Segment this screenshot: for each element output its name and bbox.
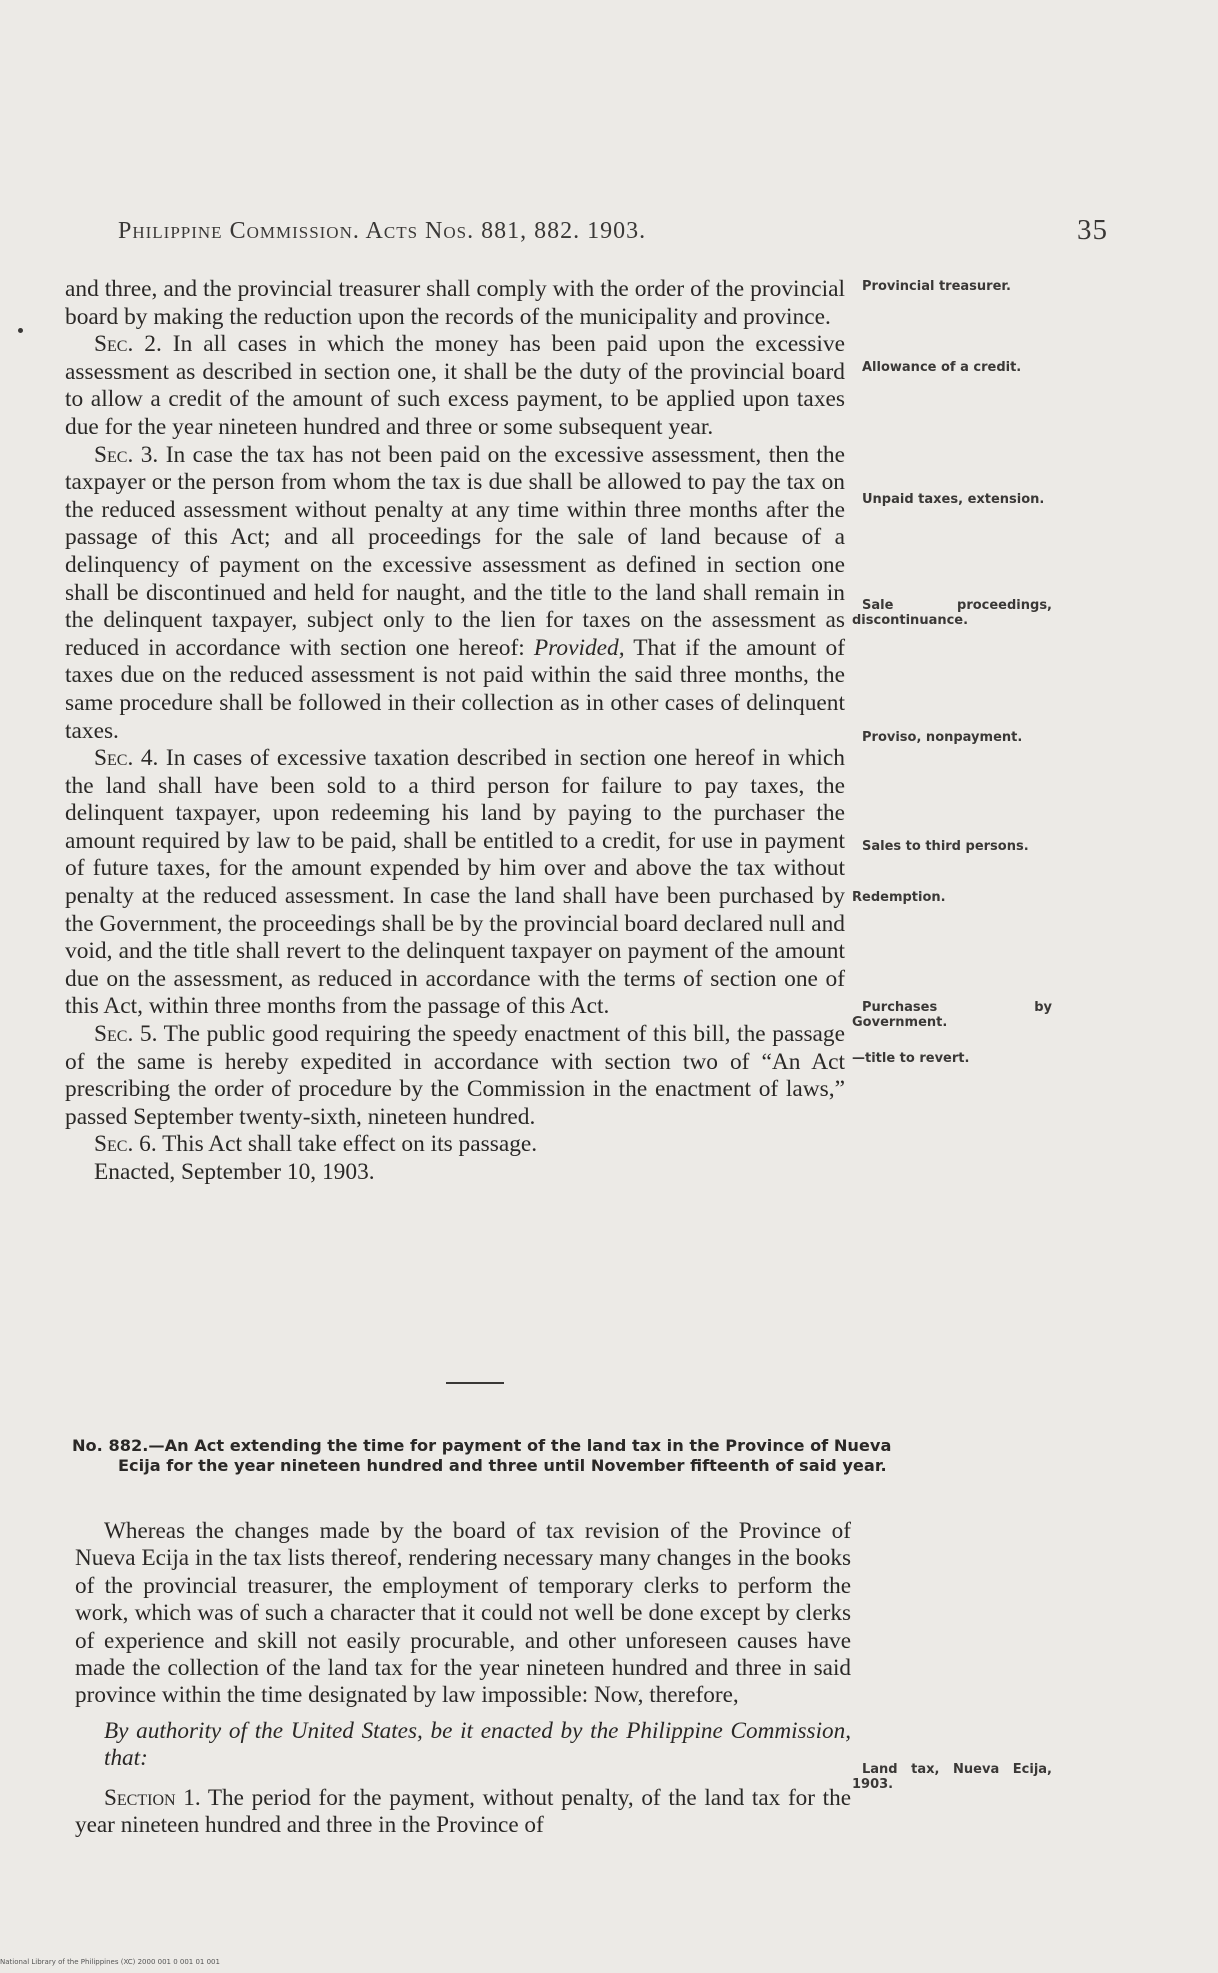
section-3-label: Sec. 3. [94, 441, 159, 468]
section-4-text: In cases of excessive taxation described in section one hereof in which the land shall have been sold to a third person for failure to pay taxes, the delinquent taxpayer, upon redeeming his land by paying to the purchaser the amount required by law to be paid, shall be entitled to a credit, for use in payment of future taxes, for the amount expended by him over and above the tax without penalty at the reduced assessment. In case the land shall have been purchased by the Government, the proceedings shall be by the provincial board declared null and void, and the title shall revert to the delinquent taxpayer on payment of the amount due on the assessment, as reduced in accordance with the terms of section one of this Act, within three months from the passage of this Act. [65, 745, 845, 1020]
section-2 [65, 331, 845, 441]
section-3-text-a: In case the tax has not been paid on the excessive assessment, then the taxpayer or the person from whom the tax is due shall be allowed to pay the tax on the reduced assessment without penalty at any time within three months after the passage of this Act; and all proceedings for the sale of land because of a delinquency of payment on the excessive assessment as defined in section one shall be discontinued and held for naught, and the title to the land shall remain in the delinquent taxpayer, subject only to the lien for taxes on the assessment as reduced in accordance with section one hereof: [65, 441, 845, 661]
margin-note-sales-third-persons: Sales to third persons. [862, 839, 1029, 854]
margin-note-purchases-government: Purchases by Government. [852, 1000, 1052, 1030]
section-divider [446, 1382, 504, 1384]
section-2-label: Sec. 2. [94, 331, 162, 358]
margin-note-proviso: Proviso, nonpayment. [862, 730, 1023, 745]
margin-note-allowance-credit: Allowance of a credit. [862, 360, 1022, 375]
margin-note-land-tax: Land tax, Nueva Ecija, 1903. [852, 1762, 1052, 1792]
margin-note-provincial-treasurer: Provincial treasurer. [862, 279, 1011, 294]
paragraph-continuation: and three, and the provincial treasurer shall comply with the order of the provincial board by making the reduction upon the records of the municipality and province. [65, 276, 845, 330]
section-3-text-b: That if the amount of taxes due on the reduced assessment is not paid within the said three months, the same procedure shall be followed in their collection as in other cases of delinquent taxes. [65, 634, 845, 744]
act-882-title: No. 882.—An Act extending the time for payment of the land tax in the Province of Nueva Ecija for the year nineteen hundred and three until November fifteenth of said year. [72, 1436, 892, 1475]
section-1 [75, 1785, 851, 1840]
enacted-date: Enacted, September 10, 1903. [94, 1159, 375, 1185]
header-title: Philippine Commission. Acts Nos. 881, 882. 1903. [118, 218, 647, 244]
enacting-clause: By authority of the United States, be it enacted by the Philippine Commission, that: [104, 1717, 851, 1772]
section-5-text: The public good requiring the speedy enactment of this bill, the passage of the same is hereby expedited in accordance with section two of “An Act prescribing the order of procedure by the Commission in the enactment of laws,” passed September twenty-sixth, nineteen hundred. [65, 1021, 846, 1130]
section-5-label: Sec. 5. [94, 1021, 158, 1048]
section-3 [65, 442, 845, 746]
stray-mark [18, 328, 23, 333]
margin-note-redemption: Redemption. [852, 890, 946, 905]
section-1-label: Section 1. [104, 1784, 201, 1811]
act-881-text [65, 276, 845, 1187]
margin-note-sale-proceedings: Sale proceedings, discontinuance. [852, 598, 1052, 628]
section-6 [65, 1131, 845, 1159]
page-number: 35 [1077, 214, 1108, 246]
act-882-text [75, 1518, 851, 1839]
section-6-text: This Act shall take effect on its passage. [156, 1131, 538, 1158]
section-4-label: Sec. 4. [94, 745, 159, 772]
section-3-provided: Provided, [533, 634, 625, 661]
margin-note-title-revert: —title to revert. [852, 1051, 970, 1066]
margin-note-unpaid-taxes: Unpaid taxes, extension. [862, 492, 1045, 507]
scan-footer: National Library of the Philippines (XC) 2000 001 0 001 01 001 [0, 1958, 220, 1966]
section-1-text: The period for the payment, without penalty, of the land tax for the year nineteen hundred and three in the Province of [75, 1784, 851, 1839]
section-4 [65, 745, 845, 1021]
section-5 [65, 1021, 845, 1131]
section-2-text: In all cases in which the money has been paid upon the excessive assessment as described in section one, it shall be the duty of the provincial board to allow a credit of the amount of such excess payment, to be applied upon taxes due for the year nineteen hundred and three or some subsequent year. [65, 331, 845, 440]
running-header [118, 214, 1108, 248]
section-6-label: Sec. 6. [94, 1131, 157, 1158]
whereas-clause: Whereas the changes made by the board of tax revision of the Province of Nueva Ecija in the tax lists thereof, rendering necessary many changes in the books of the provincial treasurer, the employment of temporary clerks to perform the work, which was of such a character that it could not well be done except by clerks of experience and skill not easily procurable, and other unforeseen causes have made the collection of the land tax for the year nineteen hundred and three in said province within the time designated by law impossible: Now, therefore, [75, 1518, 851, 1709]
